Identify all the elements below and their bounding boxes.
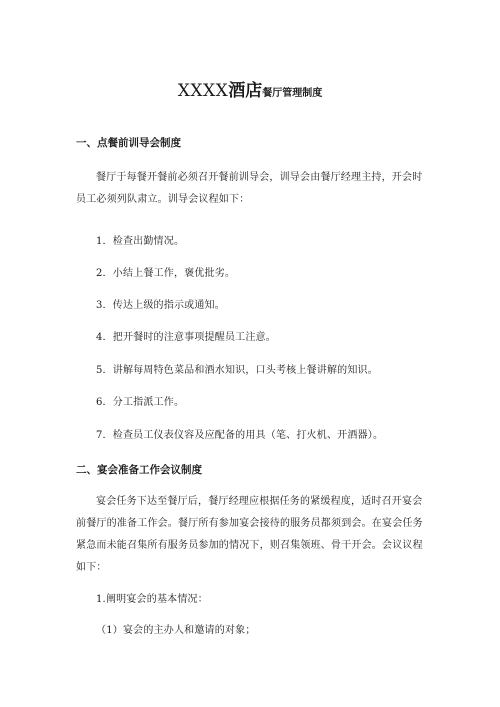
document-title xyxy=(0,76,500,101)
section2-intro: 宴会任务下达至餐厅后，餐厅经理应根据任务的紧缓程度，适时召开宴会前餐厅的准备工作会。餐厅所有参加宴会接待的服务员都须到会。在宴会任务紧急而未能召集所有服务员参加的情况下，则召集领班、骨干开会。会议议程如下： xyxy=(76,496,423,573)
section1-heading: 一、点餐前训导会制度 xyxy=(76,137,181,149)
section1-item: 3．传达上级的指示或通知。 xyxy=(96,300,225,311)
section1-item: 5．讲解每周特色菜品和酒水知识，口头考核上餐讲解的知识。 xyxy=(96,365,378,376)
title-hotel: 酒店 xyxy=(228,81,263,101)
section2-item: （1）宴会的主办人和邀请的对象； xyxy=(96,625,256,636)
section2-item: 1.阐明宴会的基本情况： xyxy=(96,594,208,605)
section1-item: 6．分工指派工作。 xyxy=(96,397,185,408)
section2-heading: 二、宴会准备工作会议制度 xyxy=(76,464,202,476)
section1-item: 1．检查出勤情况。 xyxy=(96,236,185,247)
section1-intro: 餐厅于每餐开餐前必须召开餐前训导会，训导会由餐厅经理主持，开会时员工必须列队肃立。训导会议程如下： xyxy=(76,172,423,205)
title-subtitle: 餐厅管理制度 xyxy=(262,88,323,99)
section1-item: 7．检查员工仪表仪容及应配备的用具（笔、打火机、开酒器）。 xyxy=(96,430,384,441)
section1-item: 2．小结上餐工作，褒优批劣。 xyxy=(96,268,236,279)
title-hotel-code: XXXX xyxy=(177,81,229,101)
section1-item: 4．把开餐时的注意事项提醒员工注意。 xyxy=(96,332,276,343)
